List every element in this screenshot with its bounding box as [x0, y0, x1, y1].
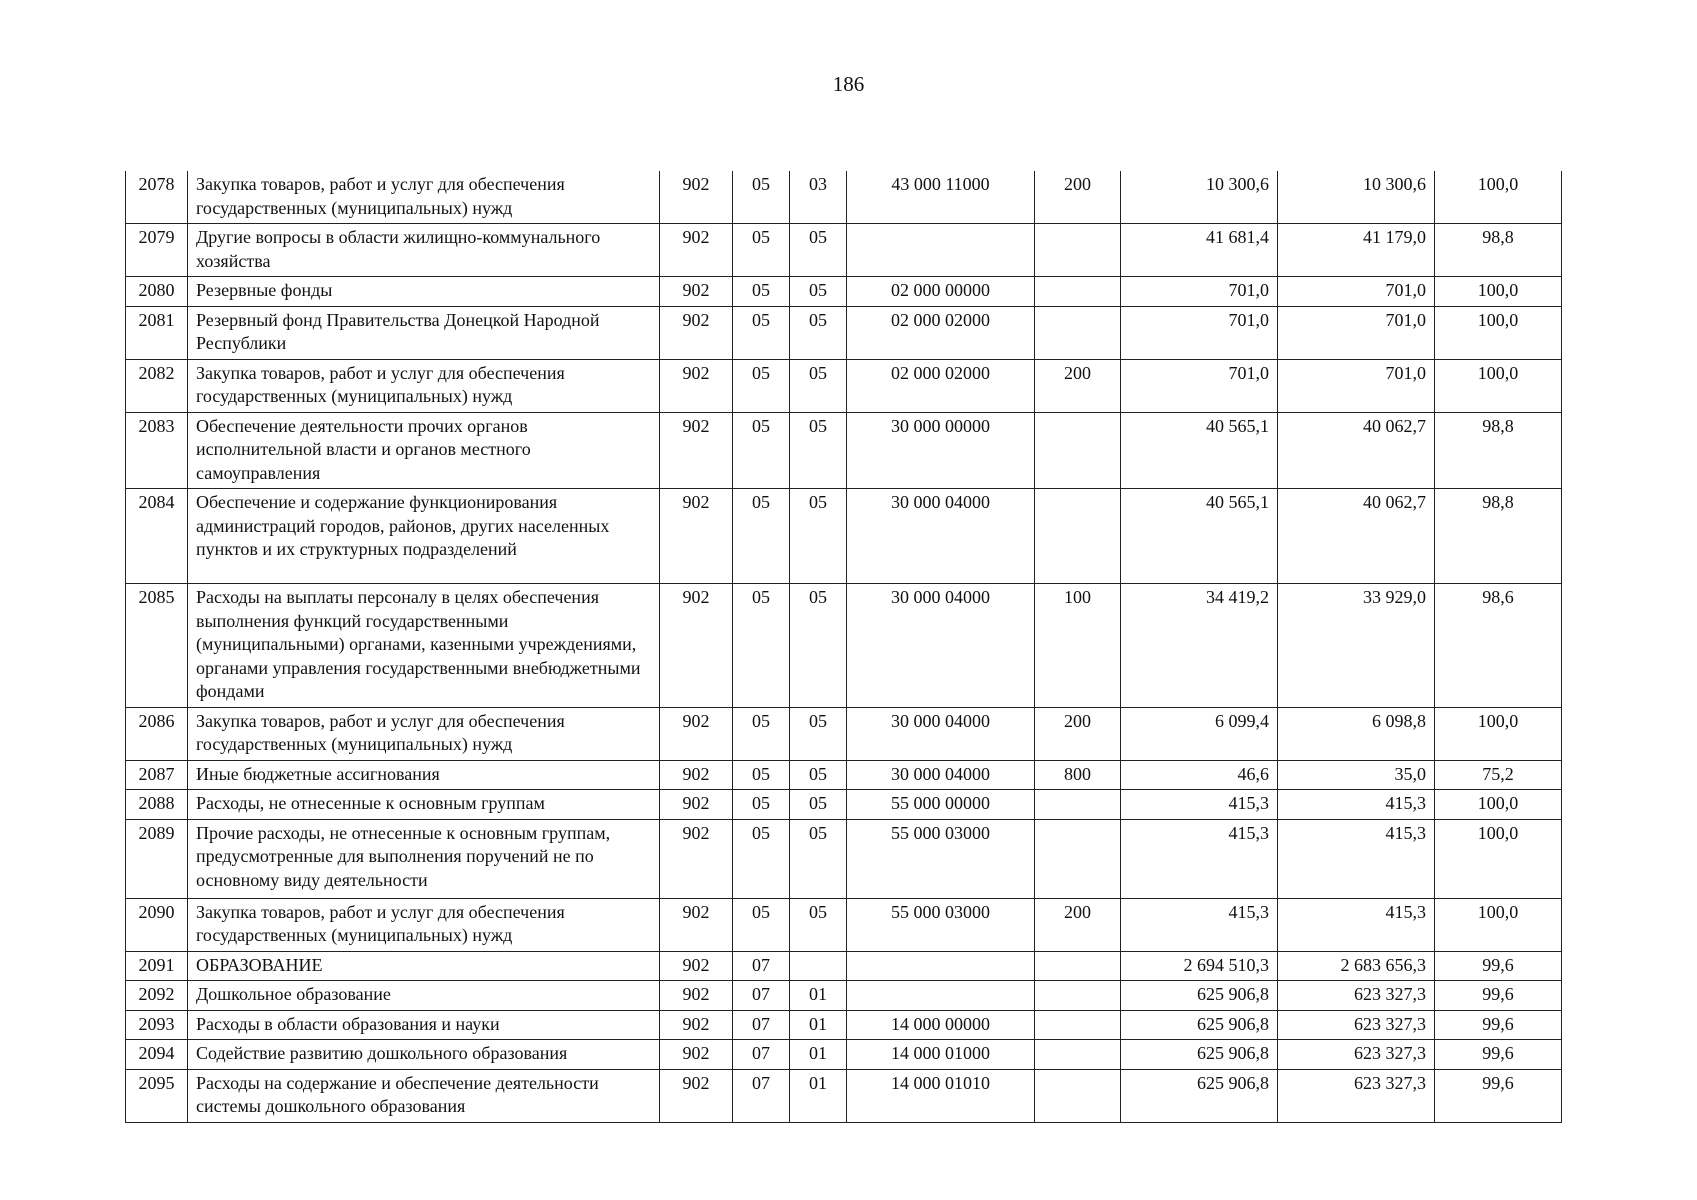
table-row: [126, 489, 1562, 584]
row-expense-type: [1035, 1069, 1121, 1122]
row-actual-amount: 40 062,7: [1278, 489, 1435, 584]
row-target-article: 55 000 00000: [847, 790, 1035, 820]
row-percent: 99,6: [1435, 1040, 1562, 1070]
row-actual-amount: 623 327,3: [1278, 1010, 1435, 1040]
row-actual-amount: 33 929,0: [1278, 584, 1435, 708]
row-subsection-code: 05: [790, 224, 847, 277]
row-subsection-code: 05: [790, 359, 847, 412]
row-plan-amount: 10 300,6: [1121, 171, 1278, 224]
row-actual-amount: 6 098,8: [1278, 707, 1435, 760]
table-row: [126, 584, 1562, 708]
row-plan-amount: 41 681,4: [1121, 224, 1278, 277]
row-number: 2094: [126, 1040, 188, 1070]
table-row: [126, 707, 1562, 760]
row-actual-amount: 415,3: [1278, 790, 1435, 820]
row-section-code: 05: [733, 760, 790, 790]
row-actual-amount: 2 683 656,3: [1278, 951, 1435, 981]
row-ministry-code: 902: [660, 707, 733, 760]
row-target-article: 30 000 04000: [847, 760, 1035, 790]
row-subsection-code: 05: [790, 489, 847, 584]
row-ministry-code: 902: [660, 584, 733, 708]
row-name: Закупка товаров, работ и услуг для обеспечения государственных (муниципальных) нужд: [188, 359, 660, 412]
row-target-article: [847, 981, 1035, 1011]
row-subsection-code: 03: [790, 171, 847, 224]
table-row: [126, 951, 1562, 981]
row-target-article: 02 000 00000: [847, 277, 1035, 307]
row-plan-amount: 6 099,4: [1121, 707, 1278, 760]
row-subsection-code: 01: [790, 981, 847, 1011]
table-row: [126, 1010, 1562, 1040]
row-number: 2081: [126, 306, 188, 359]
row-percent: 99,6: [1435, 1069, 1562, 1122]
row-expense-type: [1035, 224, 1121, 277]
row-percent: 98,8: [1435, 224, 1562, 277]
row-number: 2091: [126, 951, 188, 981]
row-target-article: 14 000 01000: [847, 1040, 1035, 1070]
row-expense-type: [1035, 1010, 1121, 1040]
row-plan-amount: 701,0: [1121, 277, 1278, 307]
row-plan-amount: 40 565,1: [1121, 489, 1278, 584]
table-row: [126, 224, 1562, 277]
row-plan-amount: 701,0: [1121, 306, 1278, 359]
row-subsection-code: 05: [790, 306, 847, 359]
row-expense-type: [1035, 790, 1121, 820]
row-section-code: 05: [733, 277, 790, 307]
table-row: [126, 412, 1562, 489]
row-percent: 99,6: [1435, 951, 1562, 981]
row-section-code: 05: [733, 171, 790, 224]
table-row: [126, 359, 1562, 412]
row-plan-amount: 2 694 510,3: [1121, 951, 1278, 981]
row-plan-amount: 625 906,8: [1121, 981, 1278, 1011]
row-name: Прочие расходы, не отнесенные к основным группам, предусмотренные для выполнения поручений не по основному виду деятельности: [188, 819, 660, 898]
row-actual-amount: 35,0: [1278, 760, 1435, 790]
row-number: 2079: [126, 224, 188, 277]
row-expense-type: 200: [1035, 171, 1121, 224]
row-section-code: 05: [733, 359, 790, 412]
row-target-article: 55 000 03000: [847, 898, 1035, 951]
row-expense-type: [1035, 306, 1121, 359]
row-name: Иные бюджетные ассигнования: [188, 760, 660, 790]
row-expense-type: [1035, 412, 1121, 489]
row-percent: 98,8: [1435, 412, 1562, 489]
row-plan-amount: 46,6: [1121, 760, 1278, 790]
row-ministry-code: 902: [660, 790, 733, 820]
table-row: [126, 1040, 1562, 1070]
row-section-code: 07: [733, 981, 790, 1011]
row-target-article: 30 000 04000: [847, 584, 1035, 708]
row-name: Резервные фонды: [188, 277, 660, 307]
table-row: [126, 819, 1562, 898]
row-ministry-code: 902: [660, 306, 733, 359]
row-expense-type: [1035, 489, 1121, 584]
row-number: 2080: [126, 277, 188, 307]
row-number: 2085: [126, 584, 188, 708]
row-expense-type: [1035, 951, 1121, 981]
row-actual-amount: 623 327,3: [1278, 1069, 1435, 1122]
table-row: [126, 898, 1562, 951]
row-percent: 99,6: [1435, 981, 1562, 1011]
row-actual-amount: 701,0: [1278, 306, 1435, 359]
row-section-code: 05: [733, 412, 790, 489]
row-subsection-code: 05: [790, 707, 847, 760]
row-plan-amount: 625 906,8: [1121, 1010, 1278, 1040]
row-number: 2087: [126, 760, 188, 790]
row-expense-type: 200: [1035, 898, 1121, 951]
row-subsection-code: 05: [790, 898, 847, 951]
row-number: 2090: [126, 898, 188, 951]
row-section-code: 07: [733, 1040, 790, 1070]
row-percent: 99,6: [1435, 1010, 1562, 1040]
row-name: Другие вопросы в области жилищно-коммунального хозяйства: [188, 224, 660, 277]
page-number: 186: [832, 72, 865, 96]
row-percent: 98,8: [1435, 489, 1562, 584]
row-target-article: 02 000 02000: [847, 359, 1035, 412]
row-section-code: 05: [733, 224, 790, 277]
row-ministry-code: 902: [660, 171, 733, 224]
table-row: [126, 171, 1562, 224]
row-name: Обеспечение деятельности прочих органов исполнительной власти и органов местного самоуправления: [188, 412, 660, 489]
row-ministry-code: 902: [660, 981, 733, 1011]
row-plan-amount: 415,3: [1121, 898, 1278, 951]
row-name: Обеспечение и содержание функционирования администраций городов, районов, других населенных пунктов и их структурных подразделений: [188, 489, 660, 584]
row-percent: 100,0: [1435, 359, 1562, 412]
row-section-code: 07: [733, 1010, 790, 1040]
row-section-code: 07: [733, 951, 790, 981]
row-subsection-code: 01: [790, 1040, 847, 1070]
row-number: 2093: [126, 1010, 188, 1040]
row-number: 2082: [126, 359, 188, 412]
row-subsection-code: 05: [790, 760, 847, 790]
table-row: [126, 306, 1562, 359]
row-number: 2092: [126, 981, 188, 1011]
row-expense-type: 800: [1035, 760, 1121, 790]
row-subsection-code: 05: [790, 277, 847, 307]
row-section-code: 05: [733, 306, 790, 359]
row-percent: 100,0: [1435, 171, 1562, 224]
row-name: Расходы на выплаты персоналу в целях обеспечения выполнения функций государственными (муниципальными) органами, казенными учреждениями, органами управления государственными внебюджетными фондами: [188, 584, 660, 708]
row-actual-amount: 623 327,3: [1278, 981, 1435, 1011]
row-percent: 98,6: [1435, 584, 1562, 708]
table-row: [126, 1069, 1562, 1122]
row-actual-amount: 41 179,0: [1278, 224, 1435, 277]
row-section-code: 05: [733, 584, 790, 708]
row-number: 2089: [126, 819, 188, 898]
row-subsection-code: 05: [790, 584, 847, 708]
row-percent: 100,0: [1435, 306, 1562, 359]
row-ministry-code: 902: [660, 1010, 733, 1040]
row-plan-amount: 701,0: [1121, 359, 1278, 412]
row-target-article: 30 000 00000: [847, 412, 1035, 489]
row-ministry-code: 902: [660, 489, 733, 584]
table-row: [126, 981, 1562, 1011]
row-actual-amount: 415,3: [1278, 819, 1435, 898]
row-plan-amount: 415,3: [1121, 819, 1278, 898]
row-ministry-code: 902: [660, 224, 733, 277]
row-section-code: 07: [733, 1069, 790, 1122]
row-section-code: 05: [733, 707, 790, 760]
row-percent: 100,0: [1435, 898, 1562, 951]
row-target-article: 30 000 04000: [847, 489, 1035, 584]
row-ministry-code: 902: [660, 1040, 733, 1070]
row-target-article: 30 000 04000: [847, 707, 1035, 760]
row-percent: 100,0: [1435, 707, 1562, 760]
row-name: Закупка товаров, работ и услуг для обеспечения государственных (муниципальных) нужд: [188, 171, 660, 224]
row-expense-type: 200: [1035, 707, 1121, 760]
row-target-article: 55 000 03000: [847, 819, 1035, 898]
row-ministry-code: 902: [660, 412, 733, 489]
row-actual-amount: 10 300,6: [1278, 171, 1435, 224]
row-plan-amount: 415,3: [1121, 790, 1278, 820]
row-number: 2086: [126, 707, 188, 760]
row-target-article: 43 000 11000: [847, 171, 1035, 224]
row-percent: 75,2: [1435, 760, 1562, 790]
row-name: Резервный фонд Правительства Донецкой Народной Республики: [188, 306, 660, 359]
row-ministry-code: 902: [660, 277, 733, 307]
row-name: Закупка товаров, работ и услуг для обеспечения государственных (муниципальных) нужд: [188, 707, 660, 760]
table-body: [126, 171, 1562, 1122]
row-plan-amount: 40 565,1: [1121, 412, 1278, 489]
row-actual-amount: 701,0: [1278, 359, 1435, 412]
row-name: Расходы, не отнесенные к основным группам: [188, 790, 660, 820]
row-ministry-code: 902: [660, 359, 733, 412]
row-actual-amount: 415,3: [1278, 898, 1435, 951]
row-expense-type: 100: [1035, 584, 1121, 708]
row-target-article: 14 000 00000: [847, 1010, 1035, 1040]
row-plan-amount: 625 906,8: [1121, 1069, 1278, 1122]
row-actual-amount: 40 062,7: [1278, 412, 1435, 489]
row-ministry-code: 902: [660, 951, 733, 981]
row-section-code: 05: [733, 489, 790, 584]
row-ministry-code: 902: [660, 898, 733, 951]
row-subsection-code: [790, 951, 847, 981]
row-expense-type: [1035, 981, 1121, 1011]
row-name: Расходы на содержание и обеспечение деятельности системы дошкольного образования: [188, 1069, 660, 1122]
row-number: 2084: [126, 489, 188, 584]
row-number: 2088: [126, 790, 188, 820]
row-subsection-code: 01: [790, 1010, 847, 1040]
row-subsection-code: 05: [790, 412, 847, 489]
row-name: Закупка товаров, работ и услуг для обеспечения государственных (муниципальных) нужд: [188, 898, 660, 951]
budget-table: [125, 171, 1562, 1123]
row-subsection-code: 01: [790, 1069, 847, 1122]
row-name: Дошкольное образование: [188, 981, 660, 1011]
row-ministry-code: 902: [660, 819, 733, 898]
row-subsection-code: 05: [790, 790, 847, 820]
row-expense-type: [1035, 277, 1121, 307]
row-section-code: 05: [733, 819, 790, 898]
row-number: 2083: [126, 412, 188, 489]
row-percent: 100,0: [1435, 819, 1562, 898]
row-target-article: [847, 951, 1035, 981]
table-row: [126, 790, 1562, 820]
row-plan-amount: 625 906,8: [1121, 1040, 1278, 1070]
table-row: [126, 277, 1562, 307]
row-name: Содействие развитию дошкольного образования: [188, 1040, 660, 1070]
row-percent: 100,0: [1435, 277, 1562, 307]
row-section-code: 05: [733, 790, 790, 820]
row-ministry-code: 902: [660, 1069, 733, 1122]
row-plan-amount: 34 419,2: [1121, 584, 1278, 708]
row-actual-amount: 623 327,3: [1278, 1040, 1435, 1070]
row-ministry-code: 902: [660, 760, 733, 790]
row-name: ОБРАЗОВАНИЕ: [188, 951, 660, 981]
row-number: 2095: [126, 1069, 188, 1122]
row-expense-type: [1035, 819, 1121, 898]
row-actual-amount: 701,0: [1278, 277, 1435, 307]
row-target-article: 02 000 02000: [847, 306, 1035, 359]
row-name: Расходы в области образования и науки: [188, 1010, 660, 1040]
row-percent: 100,0: [1435, 790, 1562, 820]
row-target-article: 14 000 01010: [847, 1069, 1035, 1122]
row-subsection-code: 05: [790, 819, 847, 898]
row-target-article: [847, 224, 1035, 277]
row-number: 2078: [126, 171, 188, 224]
row-expense-type: [1035, 1040, 1121, 1070]
row-section-code: 05: [733, 898, 790, 951]
row-expense-type: 200: [1035, 359, 1121, 412]
table-row: [126, 760, 1562, 790]
